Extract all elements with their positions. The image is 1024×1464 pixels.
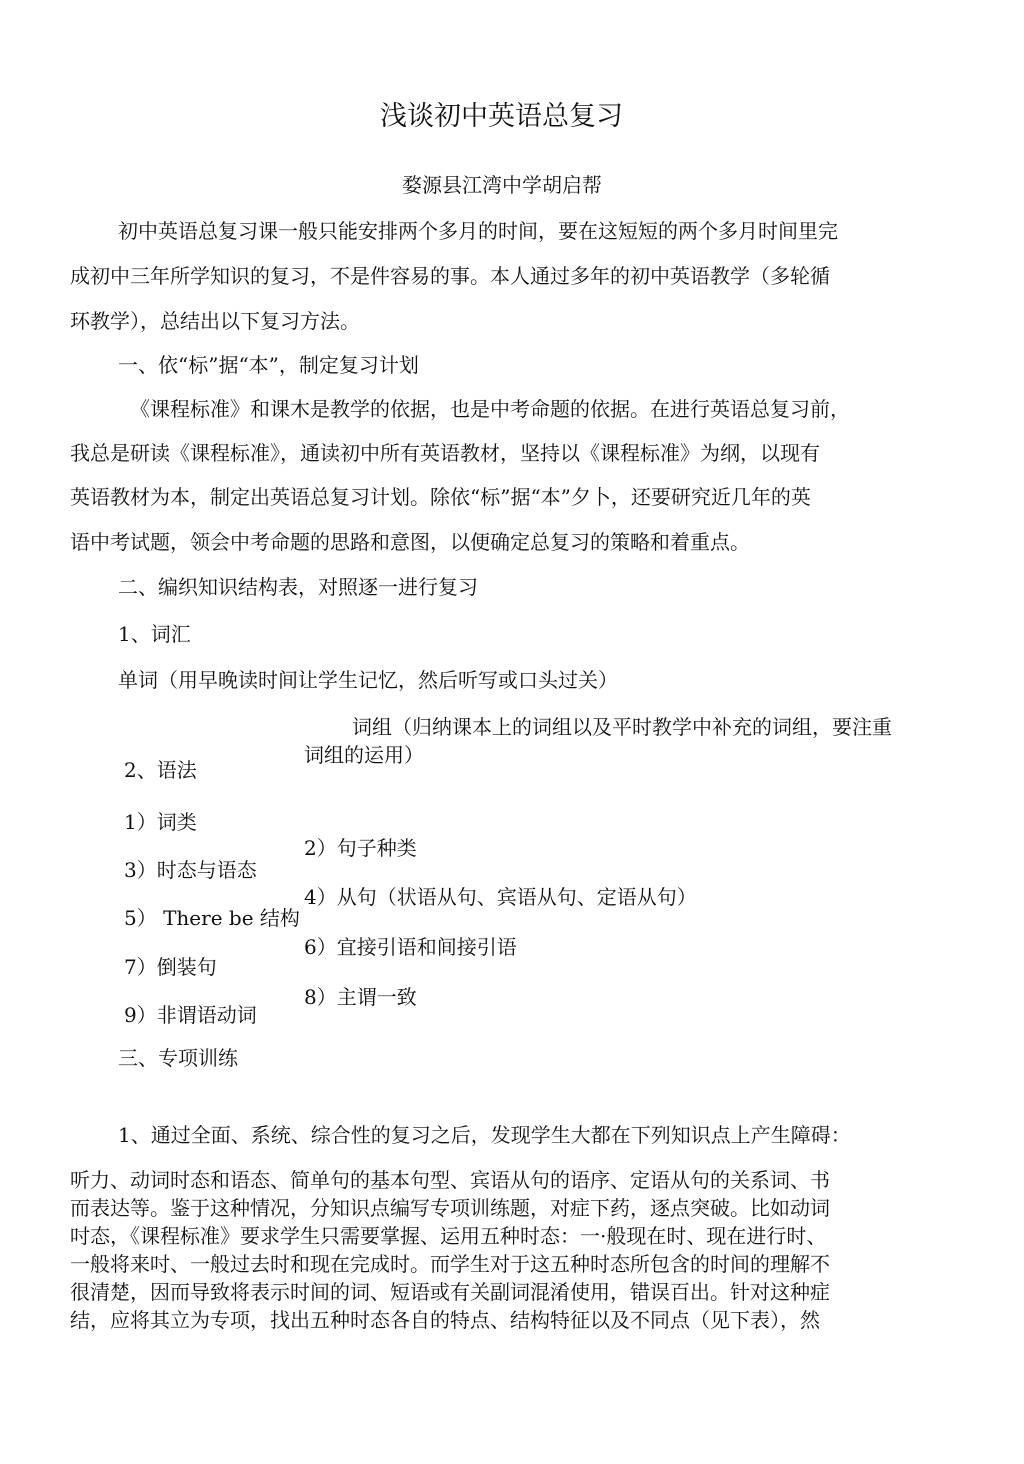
section3-heading-clip (118, 1046, 318, 1070)
grammar-item-2: 2）句子种类 (304, 836, 417, 860)
vocab-phrases-line-1: 词组（归纳课本上的词组以及平时教学中补充的词组，要注重 (352, 715, 892, 739)
section3-line-2: 而表达等。鉴于这种情况，分知识点编写专项训练题，对症下药，逐点突破。比如动词 (70, 1196, 830, 1220)
grammar-item-7: 7）倒装句 (124, 955, 217, 979)
vocab-phrases-line-2: 词组的运用） (304, 743, 424, 767)
vocab-words: 单词（用早晚读时间让学生记忆，然后听写或口头过关） (118, 668, 618, 692)
section3-line-4: 一般将来吋、一般过去时和现在完成时。而学生对于这五种时态所包含的时间的理解不 (70, 1252, 830, 1276)
section1-line-1: 《课程标准》和课木是教学的依据，也是中考命题的依据。在进行英语总复习前， (130, 397, 850, 421)
section3-lead: 1、通过全面、系统、综合性的复习之后，发现学生大都在下列知识点上产生障碍： (118, 1123, 851, 1147)
section3-heading: 三、专项训练 (118, 1046, 238, 1070)
grammar-item-3: 3）时态与语态 (124, 858, 257, 882)
section1-heading: 一、依“标”据“本”，制定复习计划 (118, 353, 419, 377)
document-title: 浅谈初中英语总复习 (380, 101, 623, 132)
grammar-item-5: 5） There be 结构 (124, 906, 300, 930)
section2-heading: 二、编织知识结构表，对照逐一进行复习 (118, 575, 478, 599)
grammar-item-4: 4）从句（状语从句、宾语从句、定语从句） (304, 885, 697, 909)
grammar-item-6: 6）宜接引语和间接引语 (304, 935, 517, 959)
section1-line-4: 语中考试题，领会中考命题的思路和意图，以便确定总复习的策略和着重点。 (70, 530, 750, 554)
grammar-item-9: 9）非谓语动词 (124, 1003, 257, 1027)
intro-line-1: 初中英语总复习课一般只能安排两个多月的时间，要在这短短的两个多月时间里完 (118, 219, 838, 243)
section3-line-3: 吋态，《课程标准》要求学生只需要掌握、运用五种时态：一·般现在时、现在进行时、 (70, 1224, 827, 1248)
intro-line-2: 成初中三年所学知识的复习，不是件容易的事。本人通过多年的初中英语教学（多轮循 (70, 264, 830, 288)
grammar-item-8: 8）主谓一致 (304, 985, 417, 1009)
vocab-heading: 1、词汇 (118, 622, 191, 646)
section3-line-5: 很清楚，因而导致将表示时间的词、短语或有关副词混淆使用，错误百出。针对这种症 (70, 1280, 830, 1304)
intro-line-3: 环教学），总结出以下复习方法。 (70, 309, 360, 333)
section3-line-1: 听力、动词时态和语态、简单句的基本句型、宾语从句的语序、定语从句的关系词、书 (70, 1168, 830, 1192)
grammar-heading: 2、语法 (124, 758, 197, 782)
section1-line-2: 我总是研读《课程标准》，通读初中所有英语教材，坚持以《课程标准》为纲，以现有 (70, 441, 820, 465)
author-line: 婺源县江湾中学胡启帮 (402, 173, 602, 197)
grammar-item-1: 1）词类 (124, 810, 197, 834)
section1-line-3: 英语教材为本，制定出英语总复习计划。除依“标”据“本”夕卜，还要研究近几年的英 (70, 485, 811, 509)
section3-line-6: 结，应将其立为专项，找出五种时态各自的特点、结构特征以及不同点（见下表），然 (70, 1308, 820, 1332)
